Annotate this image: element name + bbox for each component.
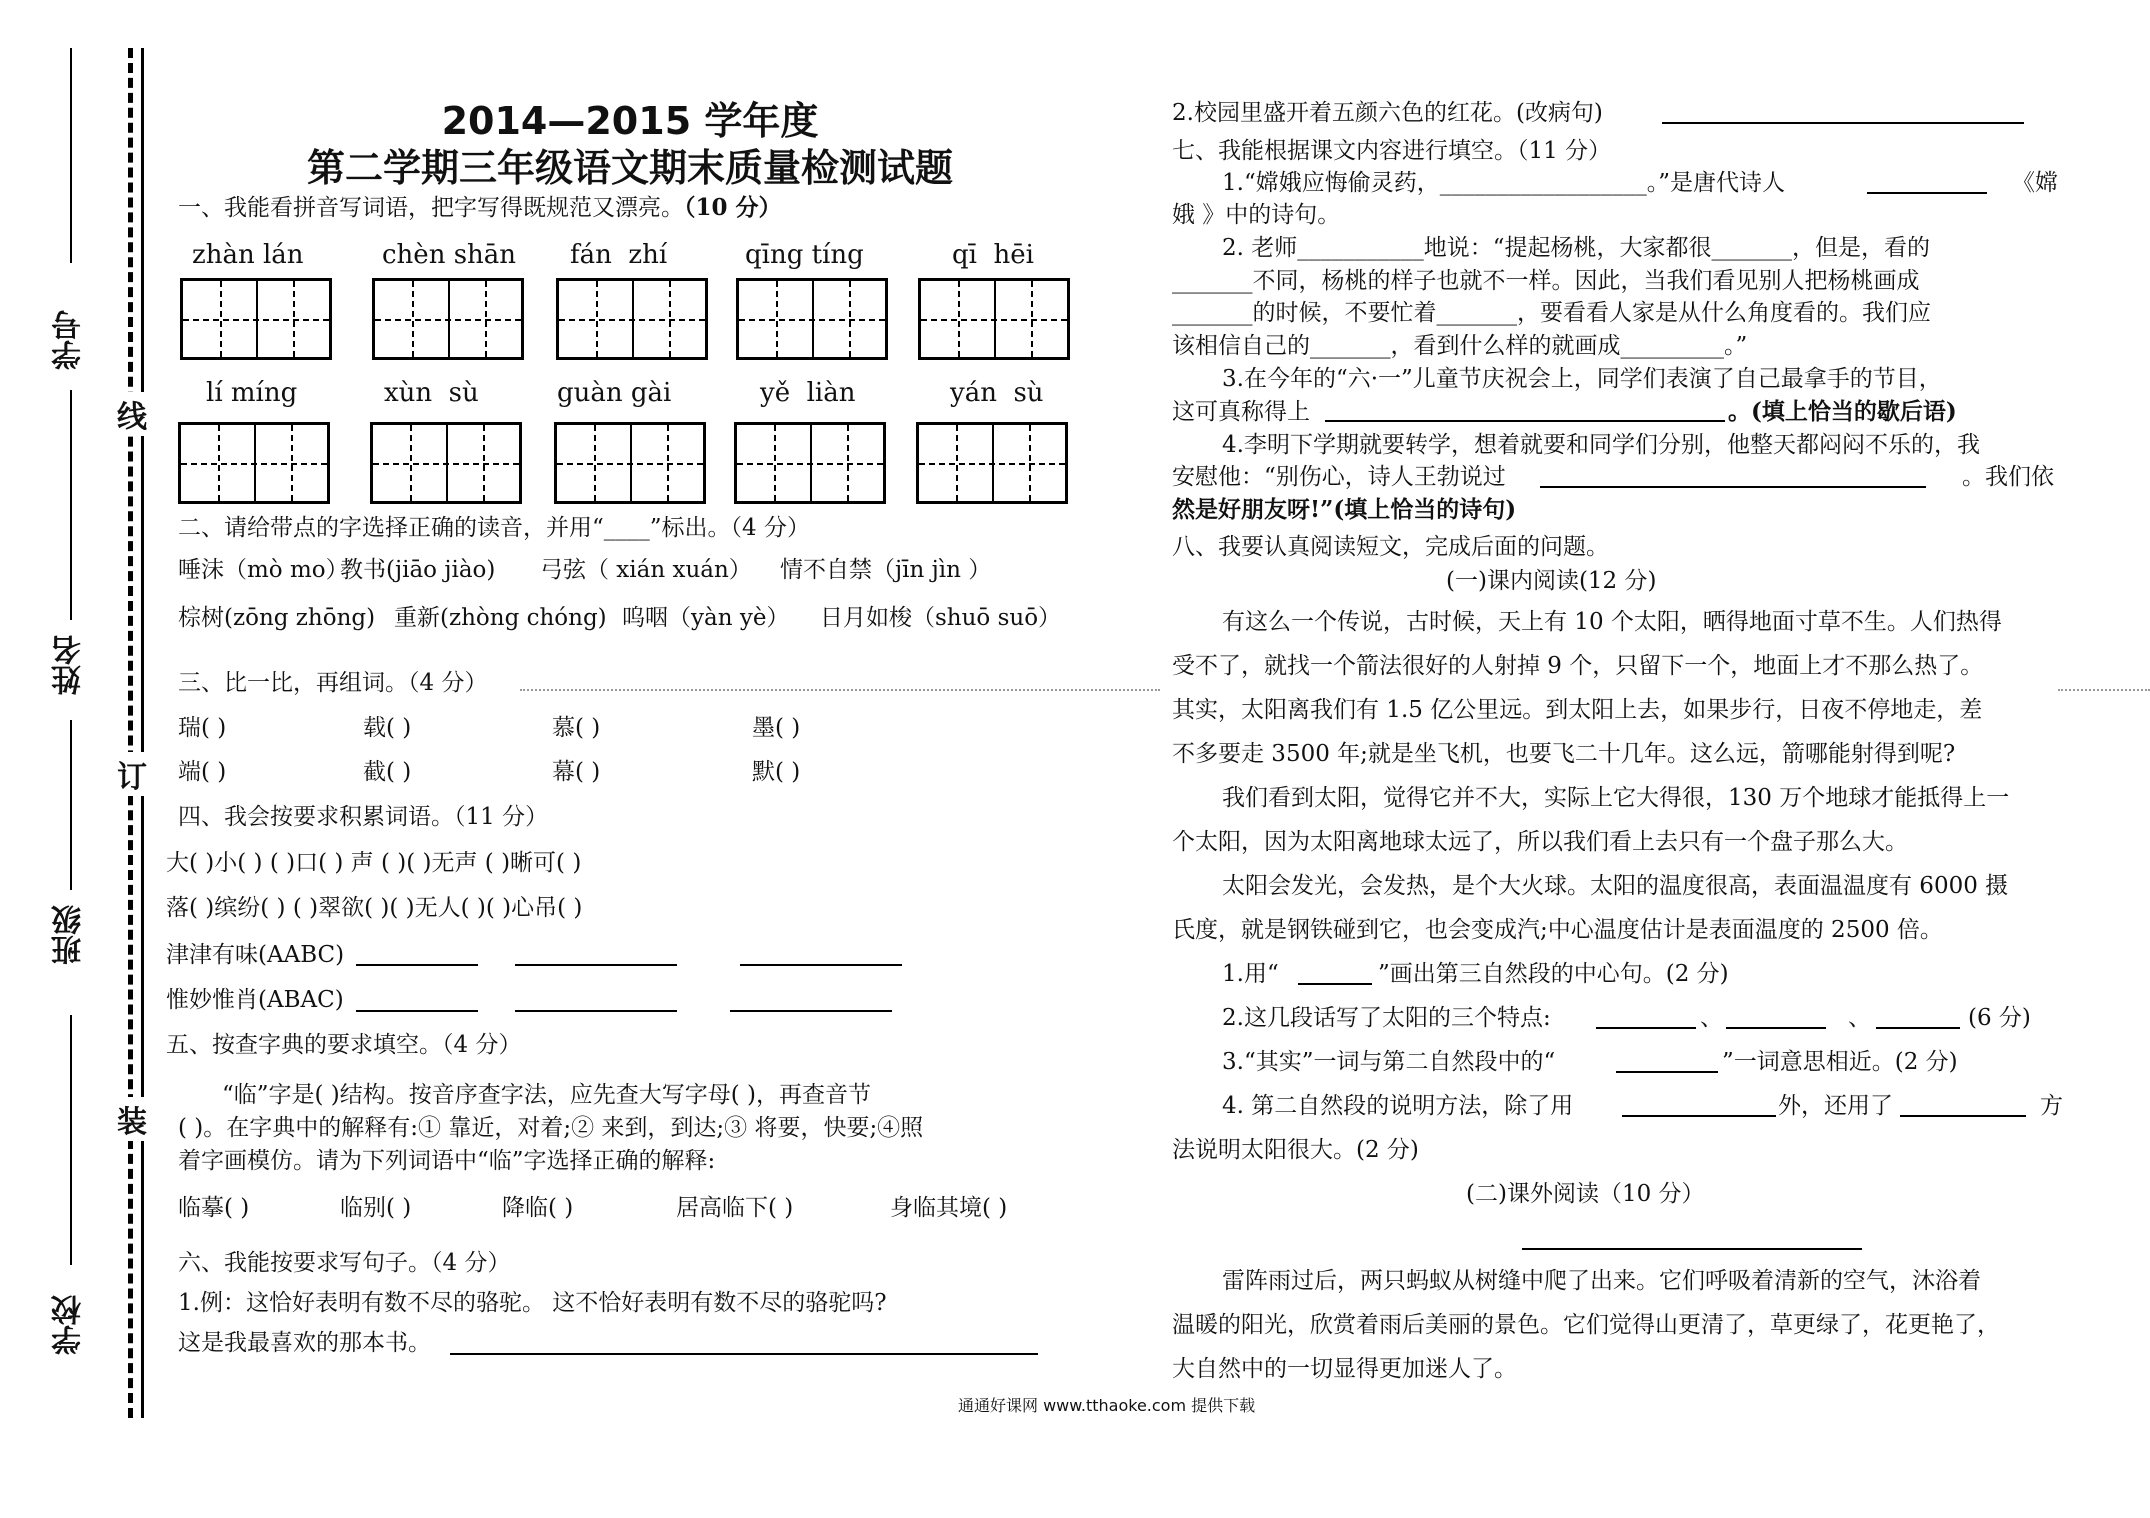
s7-heading: 七、我能根据课文内容进行填空。（11 分）: [1172, 138, 1612, 164]
s8-reading-line: 其实，太阳离我们有 1.5 亿公里远。到太阳上去，如果步行，日夜不停地走，差: [1172, 697, 1983, 723]
s8-reading-line: 受不了，就找一个箭法很好的人射掉 9 个，只留下一个，地面上才不那么热了。: [1172, 653, 1984, 679]
pinyin-7: xùn sù: [384, 378, 479, 408]
s8-sub-2: (二)课外阅读（10 分）: [1466, 1181, 1705, 1207]
s8-q1a: 1.用“: [1222, 961, 1279, 987]
pinyin-6: lí míng: [206, 378, 298, 408]
binding-dashed-line: [128, 48, 133, 1418]
s2-item-1: 唾沫（mò mo）: [178, 557, 349, 583]
bind-char: 装: [117, 1097, 147, 1141]
s2-item-4: 情不自禁（jīn jìn ）: [780, 557, 992, 583]
fold-dotted-line: [520, 689, 1160, 691]
answer-line[interactable]: [1540, 486, 1926, 488]
s8-extra-line: 雷阵雨过后，两只蚂蚁从树缝中爬了出来。它们呼吸着清新的空气，沐浴着: [1222, 1268, 1981, 1294]
separator: 、: [1848, 1005, 1871, 1031]
s7-line-8b: 。(填上恰当的歇后语): [1728, 398, 1957, 425]
answer-line[interactable]: [1867, 192, 1987, 194]
s8-reading-line: 不多要走 3500 年;就是坐飞机，也要飞二十几年。这么远，箭哪能射得到呢?: [1172, 741, 1956, 767]
fold-dotted-line: [2058, 689, 2150, 691]
exam-year: 2014—2015 学年度: [441, 99, 819, 143]
s7-line-8a: 这可真称得上: [1172, 399, 1310, 425]
s7-line-10a: 安慰他：“别伤心，诗人王勃说过: [1172, 464, 1506, 490]
s5-para-3: 着字画模仿。请为下列词语中“临”字选择正确的解释:: [178, 1148, 716, 1174]
s3-word: 端( ): [178, 759, 227, 785]
s8-reading-line: 氏度，就是钢铁碰到它，也会变成汽;中心温度估计是表面温度的 2500 倍。: [1172, 917, 1943, 943]
s6-q1: 这是我最喜欢的那本书。: [178, 1330, 431, 1356]
s8-q1b: ”画出第三自然段的中心句。(2 分): [1378, 961, 1729, 987]
s7-line-11: 然是好朋友呀!”(填上恰当的诗句): [1172, 496, 1517, 523]
s2-item-7: 呜咽（yàn yè）: [622, 605, 790, 631]
s7-line-6: 该相信自己的_______，看到什么样的就画成_________。”: [1172, 333, 1748, 359]
writing-grid[interactable]: [178, 422, 330, 504]
writing-grid[interactable]: [916, 422, 1068, 504]
exam-title: 第二学期三年级语文期末质量检测试题: [306, 146, 953, 190]
s8-sub-1: (一)课内阅读(12 分): [1446, 568, 1657, 594]
class-blank: [70, 720, 72, 890]
answer-line[interactable]: [356, 964, 478, 966]
s8-extra-line: 温暖的阳光，欣赏着雨后美丽的景色。它们觉得山更清了，草更绿了，花更艳了，: [1172, 1312, 2000, 1338]
s8-q2a: 2.这几段话写了太阳的三个特点:: [1222, 1005, 1551, 1031]
writing-grid[interactable]: [734, 422, 886, 504]
writing-grid[interactable]: [736, 278, 888, 360]
student-id-blank: [70, 48, 72, 263]
s5-word: 临摹( ): [178, 1195, 250, 1221]
pinyin-3: fán zhí: [570, 240, 668, 270]
s5-word: 身临其境( ): [890, 1195, 1008, 1221]
answer-line[interactable]: [356, 1010, 478, 1012]
pinyin-2: chèn shān: [382, 240, 517, 270]
s3-word: 墨( ): [752, 715, 801, 741]
s4-line-4: 惟妙惟肖(ABAC): [166, 987, 344, 1013]
s2-item-2: 教书(jiāo jiào): [340, 557, 496, 583]
s8-heading: 八、我要认真阅读短文，完成后面的问题。: [1172, 534, 1609, 560]
separator: 、: [1700, 1005, 1723, 1031]
school-blank: [70, 1015, 72, 1265]
s2-item-5: 棕树(zōng zhōng): [178, 605, 376, 631]
s5-word: 临别( ): [340, 1195, 412, 1221]
s6-heading: 六、我能按要求写句子。（4 分）: [178, 1250, 511, 1276]
s8-reading-line: 有这么一个传说，古时候，天上有 10 个太阳，晒得地面寸草不生。人们热得: [1222, 609, 2002, 635]
answer-line[interactable]: [1596, 1027, 1696, 1029]
s3-word: 慕( ): [552, 715, 601, 741]
answer-line[interactable]: [1622, 1115, 1776, 1117]
s7-line-3: 2. 老师___________地说：“提起杨桃，大家都很_______，但是，看的: [1222, 235, 1931, 261]
s7-line-1a: 1.“嫦娥应悔偷灵药，__________________。”是唐代诗人: [1222, 170, 1785, 196]
s8-reading-line: 个太阳，因为太阳离地球太远了，所以我们看上去只有一个盘子那么大。: [1172, 829, 1908, 855]
answer-line[interactable]: [1616, 1071, 1718, 1073]
answer-line[interactable]: [450, 1353, 1038, 1355]
s5-word: 降临( ): [502, 1195, 574, 1221]
s7-line-9: 4.李明下学期就要转学，想着就要和同学们分别，他整天都闷闷不乐的，我: [1222, 432, 1980, 458]
s8-reading-line: 太阳会发光，会发热，是个大火球。太阳的温度很高，表面温温度有 6000 摄: [1222, 873, 2009, 899]
s7-line-10b: 。我们依: [1962, 464, 2054, 490]
s7-line-5: _______的时候，不要忙着_______，要看看人家是从什么角度看的。我们应: [1172, 300, 1931, 326]
pinyin-4: qīng tíng: [745, 240, 864, 270]
pinyin-9: yě liàn: [760, 378, 856, 408]
binding-solid-line: [141, 48, 144, 1418]
s5-para-2: ( )。在字典中的解释有:① 靠近，对着;② 来到，到达;③ 将要，快要;④照: [178, 1115, 924, 1141]
pinyin-10: yán sù: [950, 378, 1044, 408]
pinyin-5: qī hēi: [952, 240, 1034, 270]
s3-word: 截( ): [363, 759, 412, 785]
s8-reading-line: 我们看到太阳，觉得它并不大，实际上它大得很，130 万个地球才能抵得上一: [1222, 785, 2010, 811]
s8-q3a: 3.“其实”一词与第二自然段中的“: [1222, 1049, 1556, 1075]
s8-extra-line: 大自然中的一切显得更加迷人了。: [1172, 1356, 1517, 1382]
writing-grid[interactable]: [180, 278, 332, 360]
writing-grid[interactable]: [554, 422, 706, 504]
s8-q2b: (6 分): [1968, 1005, 2031, 1031]
s4-heading: 四、我会按要求积累词语。（11 分）: [178, 804, 549, 830]
answer-line[interactable]: [1662, 122, 2024, 124]
s6-example: 1.例：这恰好表明有数不尽的骆驼。 这不恰好表明有数不尽的骆驼吗?: [178, 1290, 887, 1316]
s6-q2: 2.校园里盛开着五颜六色的红花。(改病句): [1172, 100, 1603, 126]
s2-heading: 二、请给带点的字选择正确的读音，并用“____”标出。（4 分）: [178, 515, 810, 541]
name-label: 姓名: [52, 635, 87, 695]
name-blank: [70, 390, 72, 620]
answer-line[interactable]: [1325, 420, 1725, 422]
s2-item-3: 弓弦（ xián xuán）: [540, 557, 752, 583]
s1-heading: 一、我能看拼音写词语，把字写得既规范又漂亮。（10 分）: [178, 194, 782, 221]
s3-word: 瑞( ): [178, 715, 227, 741]
answer-line[interactable]: [740, 964, 902, 966]
s3-heading: 三、比一比，再组词。（4 分）: [178, 670, 488, 696]
s8-q4a: 4. 第二自然段的说明方法，除了用: [1222, 1093, 1574, 1119]
footer-credit: 通通好课网 www.tthaoke.com 提供下载: [958, 1396, 1256, 1415]
answer-line[interactable]: [730, 1010, 892, 1012]
s7-line-2: 娥 》中的诗句。: [1172, 202, 1341, 228]
story-title-line[interactable]: [1522, 1248, 1862, 1250]
cut-line-char: 线: [117, 392, 147, 436]
writing-grid[interactable]: [372, 278, 524, 360]
s4-line-3: 津津有味(AABC): [166, 942, 345, 968]
s3-word: 载( ): [363, 715, 412, 741]
s4-line-2: 落( )缤纷( ) ( )翠欲( )( )无人( )( )心吊( ): [166, 895, 583, 921]
s5-heading: 五、按查字典的要求填空。（4 分）: [166, 1032, 522, 1058]
pinyin-1: zhàn lán: [192, 240, 304, 270]
staple-char: 订: [117, 752, 147, 796]
s7-line-4: _______不同，杨桃的样子也就不一样。因此，当我们看见别人把杨桃画成: [1172, 268, 1920, 294]
s8-q4d: 法说明太阳很大。(2 分): [1172, 1137, 1419, 1163]
school-label: 学校: [52, 1295, 87, 1355]
writing-grid[interactable]: [918, 278, 1070, 360]
answer-line[interactable]: [515, 1010, 677, 1012]
writing-grid[interactable]: [556, 278, 708, 360]
s5-para-1: “临”字是( )结构。按音序查字法，应先查大写字母( )，再查音节: [222, 1082, 872, 1108]
s7-line-7: 3.在今年的“六·一”儿童节庆祝会上，同学们表演了自己最拿手的节目，: [1222, 366, 1942, 392]
student-id-label: 学号: [52, 310, 87, 370]
class-label: 班级: [52, 905, 87, 965]
answer-line[interactable]: [1876, 1027, 1960, 1029]
s8-q3b: ”一词意思相近。(2 分): [1722, 1049, 1958, 1075]
answer-line[interactable]: [1726, 1027, 1826, 1029]
s8-q4c: 方: [2040, 1093, 2063, 1119]
answer-line[interactable]: [515, 964, 677, 966]
answer-line[interactable]: [1900, 1115, 2026, 1117]
writing-grid[interactable]: [370, 422, 522, 504]
s2-item-6: 重新(zhòng chóng): [394, 605, 607, 631]
s2-item-8: 日月如梭（shuō suō）: [820, 605, 1062, 631]
s3-word: 幕( ): [552, 759, 601, 785]
s5-word: 居高临下( ): [676, 1195, 794, 1221]
s7-line-1b: 《嫦: [2012, 170, 2058, 196]
s4-line-1: 大( )小( ) ( )口( ) 声 ( )( )无声 ( )晰可( ): [166, 850, 582, 876]
s3-word: 默( ): [752, 759, 801, 785]
pinyin-8: guàn gài: [557, 378, 672, 408]
s8-q4b: 外，还用了: [1778, 1093, 1893, 1119]
answer-line[interactable]: [1298, 983, 1372, 985]
